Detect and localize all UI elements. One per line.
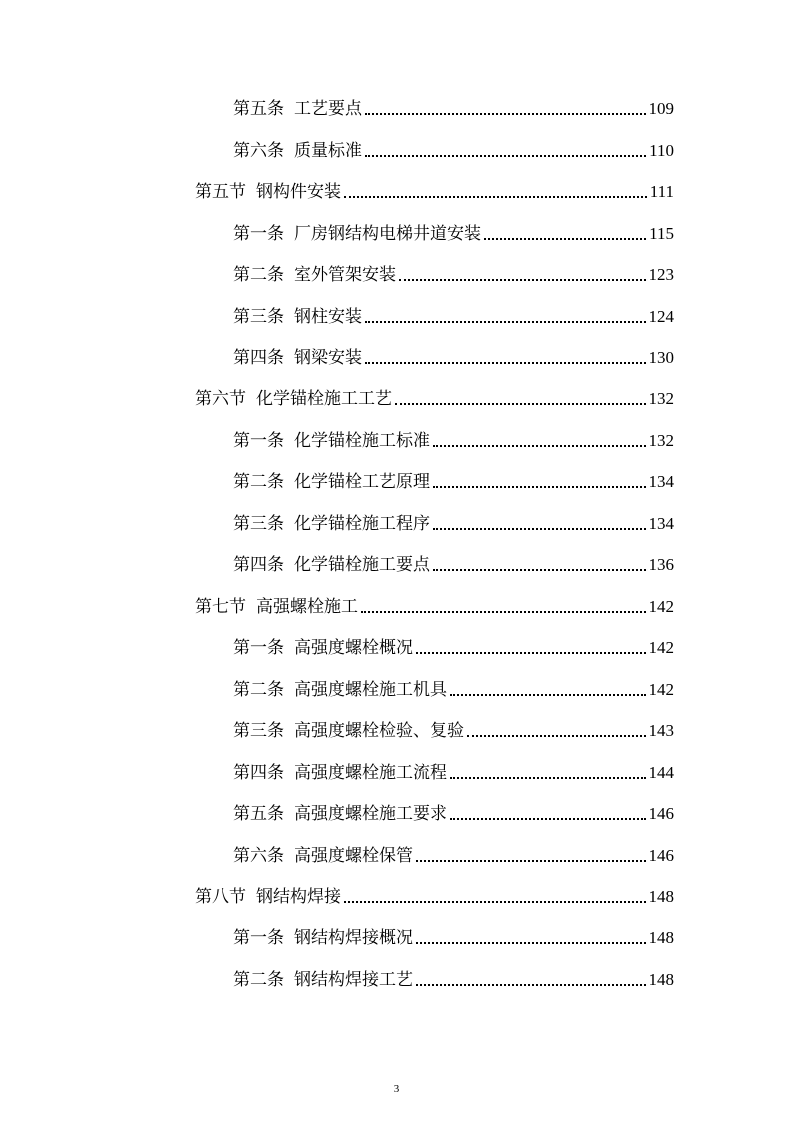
- dot-leader: [365, 362, 646, 364]
- toc-entry-label: 第一条: [233, 431, 284, 451]
- toc-page-number: 109: [648, 99, 674, 118]
- dot-leader: [399, 279, 646, 281]
- dot-leader: [433, 528, 646, 530]
- toc-entry-article[interactable]: [233, 801, 674, 825]
- dot-leader: [365, 321, 646, 323]
- dot-leader: [416, 652, 646, 654]
- toc-entry-label: 第三条: [233, 721, 284, 741]
- toc-page-number: 143: [648, 721, 674, 740]
- toc-entry-article[interactable]: [233, 96, 674, 120]
- toc-entry-title: 化学锚栓施工工艺: [256, 389, 392, 409]
- toc-page-number: 142: [648, 680, 674, 699]
- toc-entry-title: 化学锚栓施工标准: [294, 431, 430, 451]
- page-footer-number: 3: [393, 1083, 400, 1095]
- toc-page-number: 142: [648, 638, 674, 657]
- toc-page-number: 132: [648, 431, 674, 450]
- toc-entry-label: 第五条: [233, 804, 284, 824]
- toc-entry-title: 高强度螺栓施工要求: [294, 804, 447, 824]
- toc-entry-label: 第一条: [233, 638, 284, 658]
- dot-leader: [433, 486, 646, 488]
- toc-entry-title: 高强螺栓施工: [256, 597, 358, 617]
- toc-entry-section[interactable]: [195, 884, 674, 908]
- dot-leader: [467, 735, 646, 737]
- toc-entry-label: 第六节: [195, 389, 246, 409]
- toc-entry-title: 钢梁安装: [294, 348, 362, 368]
- toc-page-number: 144: [648, 763, 674, 782]
- toc-entry-article[interactable]: [233, 760, 674, 784]
- dot-leader: [433, 445, 646, 447]
- toc-entry-article[interactable]: [233, 635, 674, 659]
- toc-page-number: 148: [648, 887, 674, 906]
- toc-page-number: 146: [648, 846, 674, 865]
- toc-entry-title: 钢结构焊接: [256, 887, 341, 907]
- toc-entry-title: 工艺要点: [294, 99, 362, 119]
- toc-entry-label: 第五条: [233, 99, 284, 119]
- toc-entry-article[interactable]: [233, 469, 674, 493]
- dot-leader: [365, 113, 646, 115]
- toc-entry-article[interactable]: [233, 345, 674, 369]
- dot-leader: [450, 777, 646, 779]
- toc-entry-label: 第三条: [233, 514, 284, 534]
- dot-leader: [416, 942, 646, 944]
- toc-entry-article[interactable]: [233, 552, 674, 576]
- toc-entry-label: 第四条: [233, 763, 284, 783]
- toc-page-number: 148: [648, 970, 674, 989]
- toc-entry-title: 高强度螺栓检验、复验: [294, 721, 464, 741]
- toc-entry-article[interactable]: [233, 967, 674, 991]
- toc-page-number: 130: [648, 348, 674, 367]
- toc-page-number: 111: [649, 182, 674, 201]
- dot-leader: [433, 569, 646, 571]
- toc-page-number: 134: [648, 472, 674, 491]
- toc-entry-label: 第二条: [233, 265, 284, 285]
- dot-leader: [484, 238, 646, 240]
- toc-entry-label: 第五节: [195, 182, 246, 202]
- toc-entry-article[interactable]: [233, 677, 674, 701]
- toc-entry-section[interactable]: [195, 594, 674, 618]
- toc-entry-section[interactable]: [195, 386, 674, 410]
- toc-entry-label: 第六条: [233, 846, 284, 866]
- toc-entry-label: 第八节: [195, 887, 246, 907]
- toc-entry-label: 第四条: [233, 348, 284, 368]
- dot-leader: [361, 611, 646, 613]
- toc-entry-title: 高强度螺栓保管: [294, 846, 413, 866]
- toc-entry-label: 第三条: [233, 307, 284, 327]
- toc-entry-title: 高强度螺栓施工流程: [294, 763, 447, 783]
- toc-entry-section[interactable]: [195, 179, 674, 203]
- toc-entry-label: 第二条: [233, 472, 284, 492]
- toc-entry-article[interactable]: [233, 304, 674, 328]
- toc-entry-article[interactable]: [233, 221, 674, 245]
- toc-entry-title: 钢柱安装: [294, 307, 362, 327]
- toc-entry-title: 钢构件安装: [256, 182, 341, 202]
- dot-leader: [344, 901, 646, 903]
- toc-entry-article[interactable]: [233, 843, 674, 867]
- toc-entry-article[interactable]: [233, 138, 674, 162]
- toc-entry-label: 第四条: [233, 555, 284, 575]
- toc-page-number: 124: [648, 307, 674, 326]
- toc-page-number: 142: [648, 597, 674, 616]
- dot-leader: [450, 694, 646, 696]
- dot-leader: [395, 403, 646, 405]
- dot-leader: [416, 984, 646, 986]
- toc-entry-article[interactable]: [233, 925, 674, 949]
- toc-page-number: 148: [648, 928, 674, 947]
- toc-entry-article[interactable]: [233, 718, 674, 742]
- toc-page-number: 132: [648, 389, 674, 408]
- toc-page-number: 123: [648, 265, 674, 284]
- toc-entry-label: 第七节: [195, 597, 246, 617]
- toc-entry-title: 高强度螺栓概况: [294, 638, 413, 658]
- toc-entry-label: 第二条: [233, 970, 284, 990]
- dot-leader: [450, 818, 646, 820]
- toc-entry-title: 化学锚栓工艺原理: [294, 472, 430, 492]
- toc-entry-title: 高强度螺栓施工机具: [294, 680, 447, 700]
- toc-entry-title: 化学锚栓施工程序: [294, 514, 430, 534]
- toc-entry-title: 化学锚栓施工要点: [294, 555, 430, 575]
- toc-page-number: 136: [648, 555, 674, 574]
- toc-entry-article[interactable]: [233, 511, 674, 535]
- toc-page-number: 115: [649, 224, 674, 243]
- toc-entry-title: 厂房钢结构电梯井道安装: [294, 224, 481, 244]
- toc-page-number: 110: [649, 141, 674, 160]
- dot-leader: [416, 860, 646, 862]
- toc-entry-article[interactable]: [233, 428, 674, 452]
- toc-page-number: 134: [648, 514, 674, 533]
- toc-entry-title: 钢结构焊接工艺: [294, 970, 413, 990]
- toc-entry-label: 第六条: [233, 141, 284, 161]
- toc-entry-label: 第二条: [233, 680, 284, 700]
- dot-leader: [365, 155, 646, 157]
- toc-page-number: 146: [648, 804, 674, 823]
- toc-entry-article[interactable]: [233, 262, 674, 286]
- toc-entry-label: 第一条: [233, 928, 284, 948]
- toc-entry-title: 质量标准: [294, 141, 362, 161]
- dot-leader: [344, 196, 647, 198]
- toc-entry-label: 第一条: [233, 224, 284, 244]
- toc-entry-title: 钢结构焊接概况: [294, 928, 413, 948]
- toc-entry-title: 室外管架安装: [294, 265, 396, 285]
